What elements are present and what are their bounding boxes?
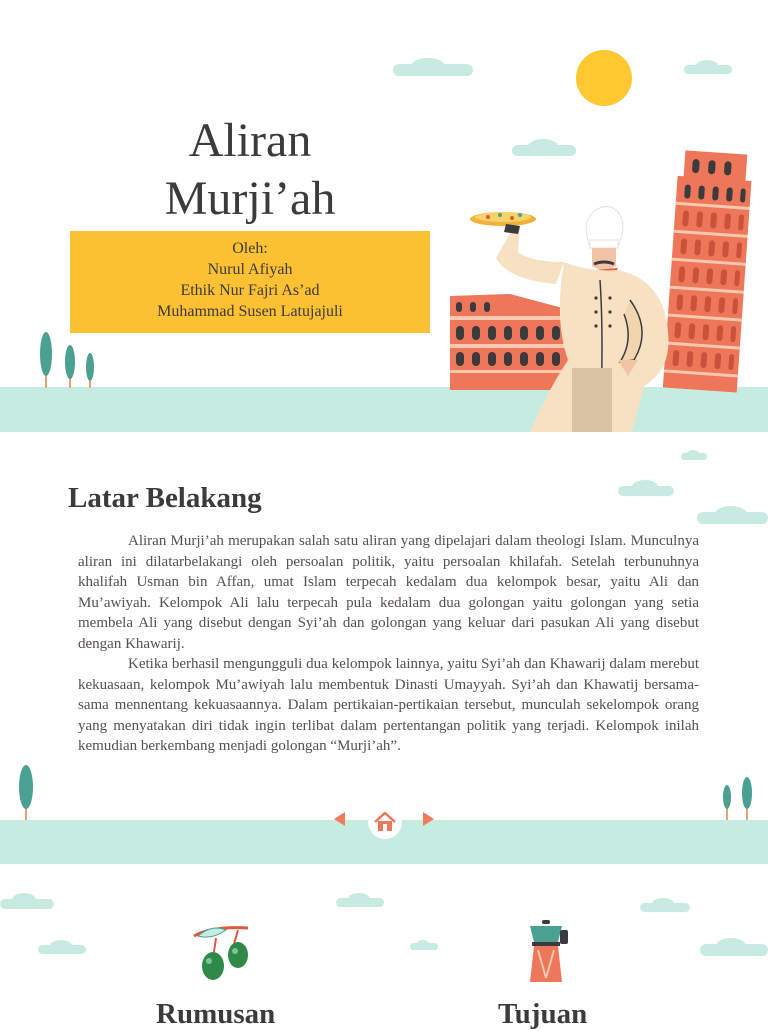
cloud-decoration [336,893,384,907]
tujuan-heading: Tujuan [498,998,588,1030]
chef-illustration [468,200,683,432]
cloud-decoration [697,506,768,524]
home-icon [368,805,402,839]
cloud-decoration [618,480,674,496]
author-box [70,231,430,333]
cloud-decoration [393,58,473,76]
cloud-decoration [684,60,732,74]
paragraph: Aliran Murji’ah merupakan salah satu aliran yang dipelajari dalam theologi Islam. Munculnya aliran ini dilatarbelakangi oleh persoalan politik, yaitu persoalan khilafah. Setelah terbunuhnya khalifah Usman bin Affan, umat Islam terpecah kedalam dua kelompok besar, yaitu Ali dan Mu’awiyah. Kelompok Ali lalu terpecah pula kedalam dua golongan yaitu golongan yang setia membela Ali yang disebut dengan Syi’ah dan golongan yang keluar dari pasukan Ali yang disebut dengan Khawarij. [78,533,699,652]
rumusan-heading: Rumusan [156,998,276,1030]
title-slide [0,0,768,432]
paragraph: Ketika berhasil mengungguli dua kelompok lainnya, yaitu Syi’ah dan Khawarij dalam merebut kekuasaan, kelompok Mu’awiyah lalu membentuk Dinasti Umayyah. Syi’ah dan Khawatij bersama-sama mennentang kekuasaannya. Dalam pertikaian-pertikaian tersebut, munculah sekelompok orang yang menyatakan diri tidak ingin terlibat dalam pertentangan politik yang terjadi. Kelompok inilah kemudian berkembang menjadi golongan “Murji’ah”. [78,656,699,754]
page-title [100,112,400,228]
prev-slide-button[interactable] [334,812,345,826]
section-heading: Latar Belakang [68,482,262,514]
author-name: Muhammad Susen Latujajuli [157,303,343,320]
cloud-decoration [38,940,86,954]
cloud-decoration [700,938,768,956]
moka-pot-icon [524,920,570,984]
trees-icon [36,332,100,390]
trees-icon [718,775,756,821]
cloud-decoration [681,450,707,460]
title-line-1: Aliran [188,114,312,167]
cloud-decoration [640,898,690,912]
section-body [78,531,699,757]
next-slide-button[interactable] [423,812,434,826]
tree-icon [16,765,36,821]
sun-icon [576,50,632,106]
olive-icon [192,922,252,984]
author-name: Nurul Afiyah [207,261,293,278]
cloud-decoration [512,139,576,156]
cloud-decoration [410,940,438,950]
author-name: Ethik Nur Fajri As’ad [180,282,320,299]
title-line-2: Murji’ah [164,172,336,225]
author-label: Oleh: [232,240,268,257]
home-button[interactable] [368,805,402,839]
cloud-decoration [0,893,54,909]
